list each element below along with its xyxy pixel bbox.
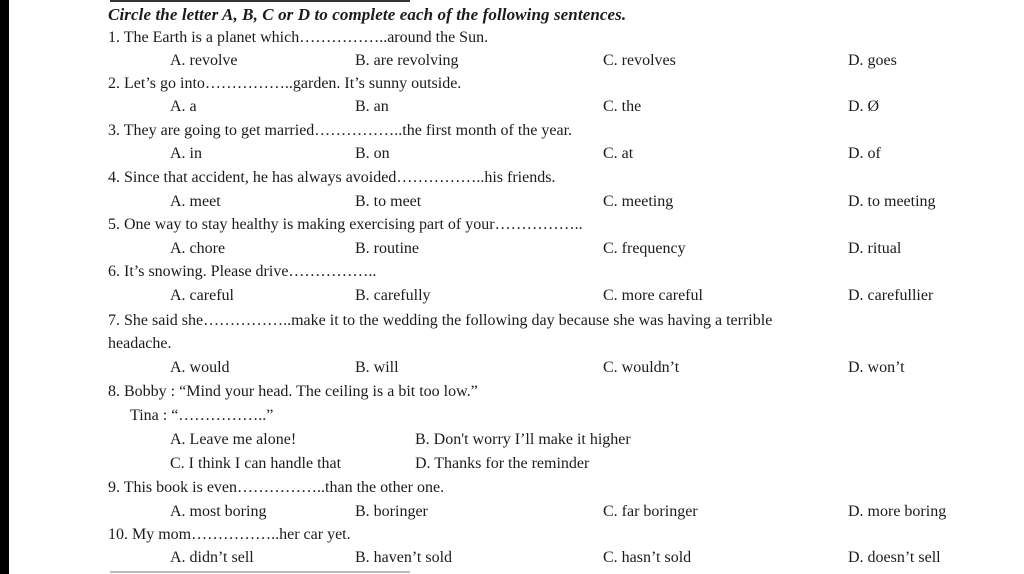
q4-option-a: A. meet — [170, 193, 221, 210]
q5-option-d: D. ritual — [848, 240, 902, 257]
q7-option-d: D. won’t — [848, 359, 905, 376]
question-7-continuation: headache. — [108, 335, 172, 352]
q1-option-c: C. revolves — [603, 52, 676, 69]
q8-option-c: C. I think I can handle that — [170, 455, 342, 472]
q5-option-b: B. routine — [355, 240, 419, 257]
q3-option-c: C. at — [603, 145, 634, 162]
q1-option-b: B. are revolving — [355, 52, 459, 69]
q5-option-c: C. frequency — [603, 240, 686, 257]
q8-option-d: D. Thanks for the reminder — [415, 455, 590, 472]
q7-option-a: A. would — [170, 359, 230, 376]
instructions-title: Circle the letter A, B, C or D to complete each of the following sentences. — [108, 5, 627, 24]
question-5: 5. One way to stay healthy is making exercising part of your…………….. — [108, 216, 583, 233]
q6-option-b: B. carefully — [355, 287, 431, 304]
q2-option-a: A. a — [170, 98, 197, 115]
q4-option-c: C. meeting — [603, 193, 674, 210]
question-8: 8. Bobby : “Mind your head. The ceiling is a bit too low.” — [108, 383, 478, 400]
q10-option-a: A. didn’t sell — [170, 549, 254, 566]
q9-option-c: C. far boringer — [603, 503, 698, 520]
q4-option-b: B. to meet — [355, 193, 422, 210]
question-7: 7. She said she……………..make it to the wedding the following day because she was having a terrible — [108, 312, 773, 329]
q9-option-a: A. most boring — [170, 503, 267, 520]
question-3: 3. They are going to get married……………..the first month of the year. — [108, 122, 573, 139]
q7-option-c: C. wouldn’t — [603, 359, 680, 376]
q6-option-c: C. more careful — [603, 287, 703, 304]
q1-option-a: A. revolve — [170, 52, 238, 69]
q10-option-c: C. hasn’t sold — [603, 549, 692, 566]
question-2: 2. Let’s go into……………..garden. It’s sunny outside. — [108, 75, 462, 92]
q3-option-d: D. of — [848, 145, 881, 162]
q8-option-b: B. Don't worry I’ll make it higher — [415, 431, 631, 448]
question-4: 4. Since that accident, he has always avoided……………..his friends. — [108, 169, 556, 186]
q2-option-b: B. an — [355, 98, 389, 115]
question-10: 10. My mom……………..her car yet. — [108, 526, 351, 543]
question-1: 1. The Earth is a planet which……………..around the Sun. — [108, 29, 489, 46]
q2-option-d: D. Ø — [848, 98, 880, 115]
question-8-response: Tina : “……………..” — [130, 407, 274, 424]
q3-option-b: B. on — [355, 145, 390, 162]
q6-option-d: D. carefullier — [848, 287, 934, 304]
q10-option-b: B. haven’t sold — [355, 549, 453, 566]
q6-option-a: A. careful — [170, 287, 234, 304]
q1-option-d: D. goes — [848, 52, 897, 69]
q3-option-a: A. in — [170, 145, 202, 162]
q9-option-b: B. boringer — [355, 503, 428, 520]
q10-option-d: D. doesn’t sell — [848, 549, 941, 566]
q4-option-d: D. to meeting — [848, 193, 936, 210]
bottom-rule — [110, 571, 410, 573]
top-rule — [110, 0, 410, 2]
question-6: 6. It’s snowing. Please drive…………….. — [108, 263, 377, 280]
question-9: 9. This book is even……………..than the other one. — [108, 479, 445, 496]
q9-option-d: D. more boring — [848, 503, 947, 520]
q5-option-a: A. chore — [170, 240, 226, 257]
q7-option-b: B. will — [355, 359, 399, 376]
left-border — [0, 0, 9, 574]
q8-option-a: A. Leave me alone! — [170, 431, 297, 448]
q2-option-c: C. the — [603, 98, 642, 115]
